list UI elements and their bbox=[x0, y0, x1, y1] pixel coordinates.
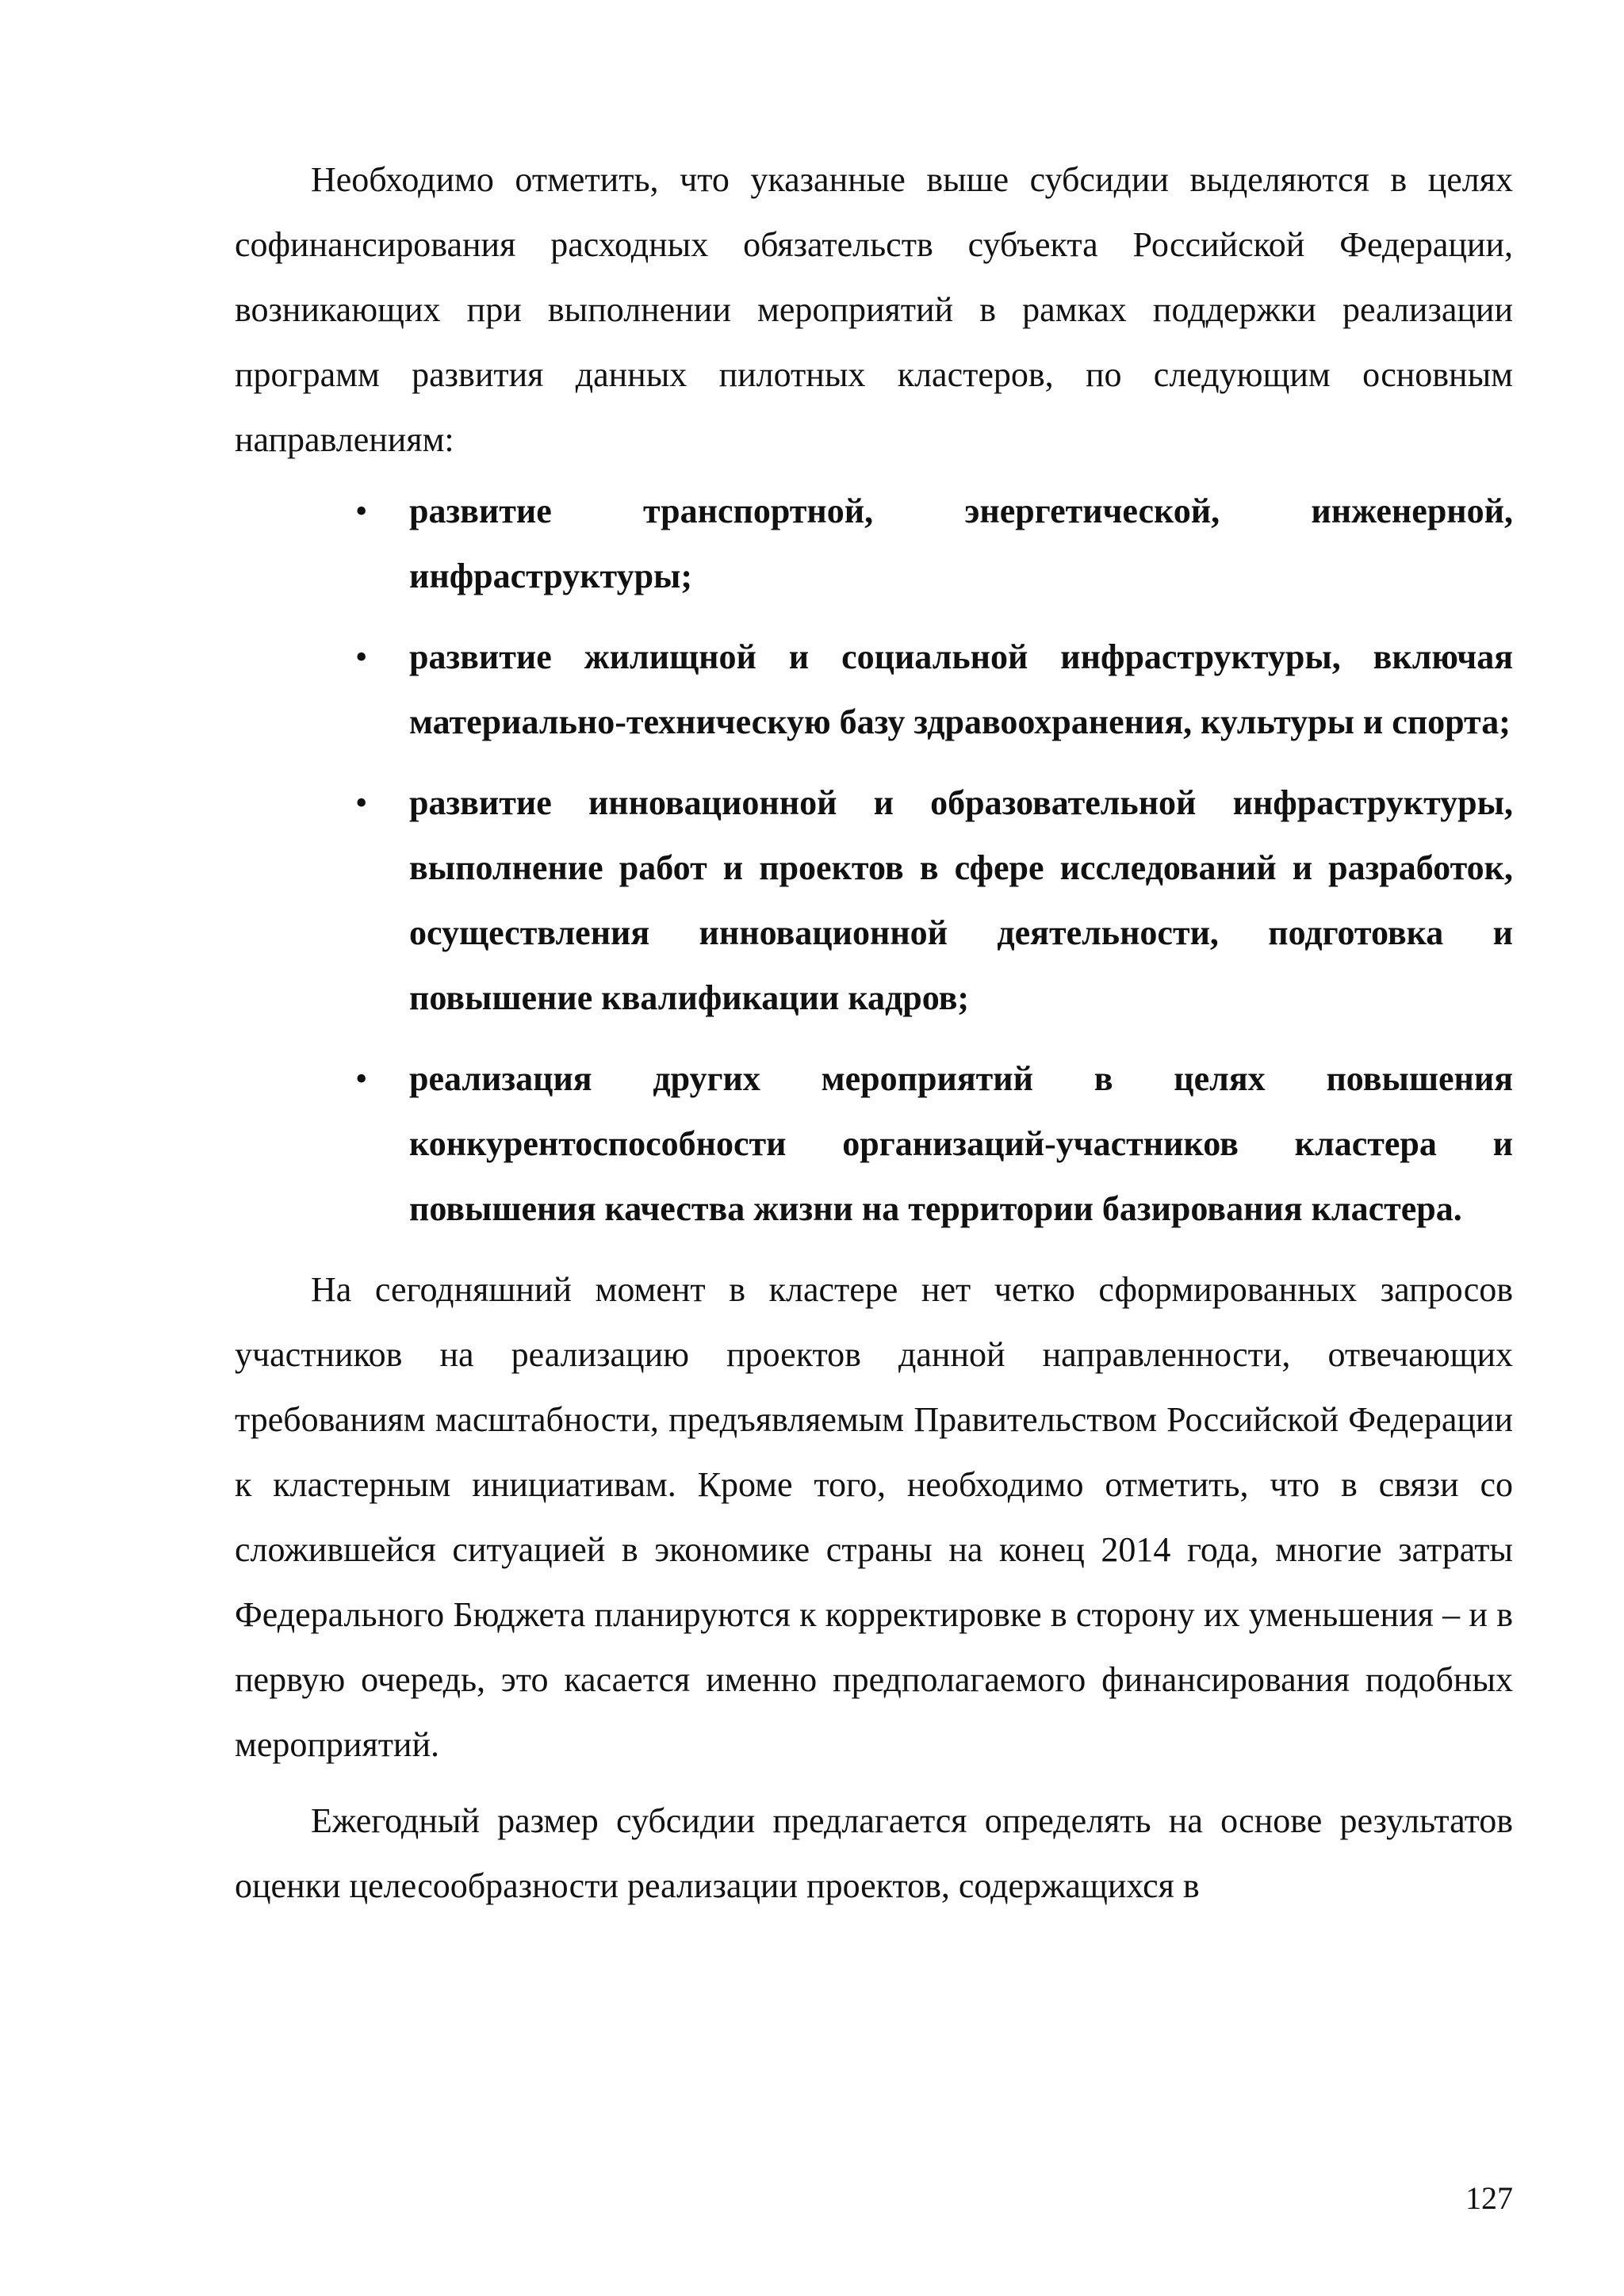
page-number: 127 bbox=[1465, 2180, 1513, 2216]
bullet-item bbox=[235, 479, 1513, 609]
paragraph-current-state: На сегодняшний момент в кластере нет четко сформированных запросов участников на реализацию проектов данной направленности, отвечающих требованиям масштабности, предъявляемым Правительством Российской Федерации к кластерным инициативам. Кроме того, необходимо отметить, что в связи со сложившейся ситуацией в экономике страны на конец 2014 года, многие затраты Федерального Бюджета планируются к корректировке в сторону их уменьшения – и в первую очередь, это касается именно предполагаемого финансирования подобных мероприятий. bbox=[235, 1270, 1513, 1764]
bullet-item bbox=[235, 771, 1513, 1031]
bullet-text: развитие транспортной, энергетической, инженерной, инфраструктуры; bbox=[409, 492, 1513, 595]
bullet-dot-icon: • bbox=[355, 492, 368, 530]
bullet-dot-icon: • bbox=[355, 1059, 368, 1098]
bullet-list bbox=[235, 479, 1513, 1242]
bullet-dot-icon: • bbox=[355, 637, 368, 676]
bullet-item bbox=[235, 1047, 1513, 1242]
bullet-text: развитие жилищной и социальной инфраструктуры, включая материально-техническую базу здравоохранения, культуры и спорта; bbox=[409, 637, 1513, 741]
paragraph-intro: Необходимо отметить, что указанные выше субсидии выделяются в целях софинансирования расходных обязательств субъекта Российской Федерации, возникающих при выполнении мероприятий в рамках поддержки реализации программ развития данных пилотных кластеров, по следующим основным направлениям: bbox=[235, 160, 1513, 459]
bullet-dot-icon: • bbox=[355, 783, 368, 822]
bullet-text: реализация других мероприятий в целях повышения конкурентоспособности организаций-участников кластера и повышения качества жизни на территории базирования кластера. bbox=[409, 1059, 1513, 1228]
bullet-item bbox=[235, 625, 1513, 755]
paragraph-subsidy-size: Ежегодный размер субсидии предлагается определять на основе результатов оценки целесообразности реализации проектов, содержащихся в bbox=[235, 1801, 1513, 1905]
bullet-text: развитие инновационной и образовательной инфраструктуры, выполнение работ и проектов в сфере исследований и разработок, осуществления инновационной деятельности, подготовка и повышение квалификации кадров; bbox=[409, 783, 1513, 1017]
page-content bbox=[235, 147, 1513, 1919]
